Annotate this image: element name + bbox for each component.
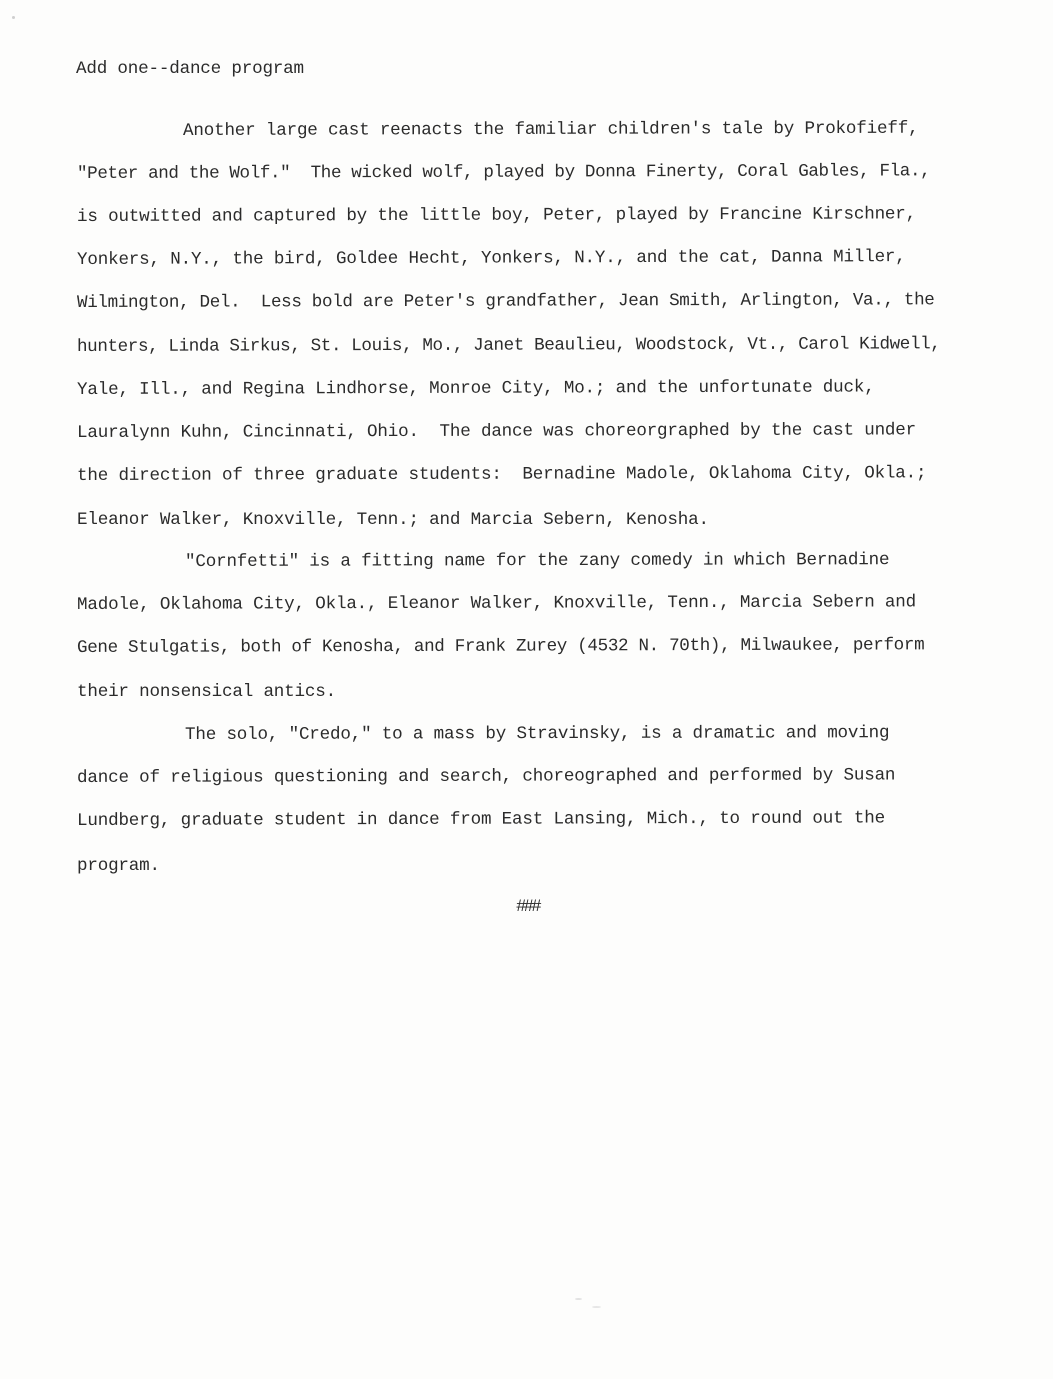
text-line: Another large cast reenacts the familiar children's tale by Prokofieff, bbox=[182, 118, 919, 141]
text-line: Yale, Ill., and Regina Lindhorse, Monroe City, Mo.; and the unfortunate duck, bbox=[76, 377, 875, 400]
text-line: Lauralynn Kuhn, Cincinnati, Ohio. The dance was choreorgraphed by the cast under bbox=[76, 420, 917, 443]
text-line: program. bbox=[77, 856, 160, 876]
text-line: Gene Stulgatis, both of Kenosha, and Frank Zurey (4532 N. 70th), Milwaukee, perform bbox=[76, 635, 925, 658]
text-line: Eleanor Walker, Knoxville, Tenn.; and Marcia Sebern, Kenosha. bbox=[77, 510, 709, 530]
text-line: Madole, Oklahoma City, Okla., Eleanor Walker, Knoxville, Tenn., Marcia Sebern and bbox=[76, 592, 917, 615]
scan-speck bbox=[12, 16, 15, 19]
text-line: Wilmington, Del. Less bold are Peter's grandfather, Jean Smith, Arlington, Va., the bbox=[76, 290, 935, 313]
text-line: their nonsensical antics. bbox=[77, 682, 336, 702]
end-mark: ### bbox=[516, 897, 539, 917]
scan-speck bbox=[592, 1306, 601, 1308]
text-line: The solo, "Credo," to a mass by Stravinsky, is a dramatic and moving bbox=[184, 723, 890, 745]
text-line: Lundberg, graduate student in dance from East Lansing, Mich., to round out the bbox=[76, 808, 885, 831]
text-line: "Cornfetti" is a fitting name for the zany comedy in which Bernadine bbox=[184, 550, 890, 572]
scan-speck bbox=[575, 1298, 582, 1300]
text-line: the direction of three graduate students: Bernadine Madole, Oklahoma City, Okla.; bbox=[76, 463, 927, 486]
text-line: hunters, Linda Sirkus, St. Louis, Mo., Janet Beaulieu, Woodstock, Vt., Carol Kidwell, bbox=[76, 334, 941, 357]
text-line: Yonkers, N.Y., the bird, Goldee Hecht, Yonkers, N.Y., and the cat, Danna Miller, bbox=[76, 247, 906, 270]
text-line: is outwitted and captured by the little boy, Peter, played by Francine Kirschner, bbox=[76, 204, 917, 227]
page-heading: Add one--dance program bbox=[76, 59, 304, 79]
text-line: "Peter and the Wolf." The wicked wolf, played by Donna Finerty, Coral Gables, Fla., bbox=[76, 161, 931, 184]
text-line: dance of religious questioning and search, choreographed and performed by Susan bbox=[76, 765, 896, 788]
